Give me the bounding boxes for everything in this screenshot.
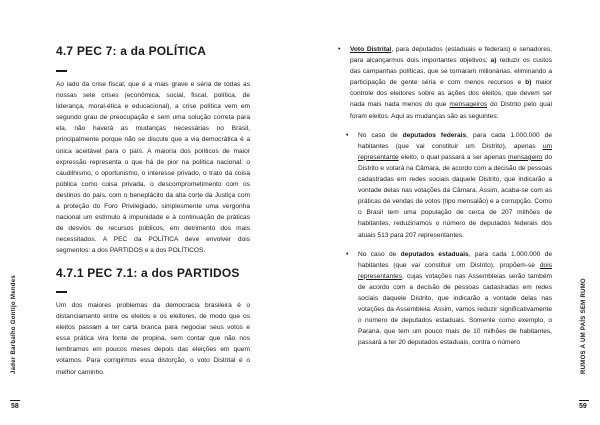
list-marker: a): [490, 57, 497, 65]
bullet-text: , para cada 1.000.000 de habitantes (que vai constituir um Distrito), apenas: [358, 131, 553, 150]
bullet-icon: •: [338, 46, 341, 53]
page-number-rule: [10, 400, 20, 401]
right-column: [338, 44, 552, 348]
book-running-head: RUMOS A UM PAÍS SEM RUMO: [581, 278, 587, 374]
bullet-voto-distrital: [338, 44, 552, 122]
author-running-head: Jader Barbalho Gontijo Mendes: [11, 274, 17, 374]
term-voto-distrital: Voto Distrital: [350, 46, 392, 53]
section-body-pec7: Ao lado da crise fiscal, que é a mais grave e séria de todas as nossas sete crises (econômica, social, fiscal, política, de liderança, moral-ética e educacional), a crise política vem em segundo grau de preocupação e sem uma solução correta para ela, não haverá as mudanças necessárias no Brasil, principalmente porque não se discute que a via democrática é a única aceitável para o país. A maioria dos políticos de maior expressão representa o que há de pior na política nacional: o caudilhismo, o oportunismo, o interesse privado, o trato da coisa pública como coisa privada, o descomprometimento com os destinos do país, com o beneplácito da alta corte da Justiça com a proteção do Foro Privilegiado, simplesmente uma vergonha nacional um estímulo à impunidade e à continuação de práticas de desvios de recursos públicos, em detrimento dos mais necessitados. A PEC da POLÍTICA deve envolver dois segmentos: a dos PARTIDOS e a dos POLÍTICOS.: [56, 81, 250, 255]
heading-rule: [56, 70, 67, 72]
bullet-text: , para cada 1.000.000 de habitantes (que vai constituir um Distrito), propõem-se: [358, 250, 553, 269]
term-deputados-estaduais: deputados estaduais: [400, 250, 469, 258]
section-heading-pec71: 4.7.1 PEC 7.1: a dos PARTIDOS: [56, 266, 240, 280]
subbullet-deputados-estaduais: [338, 249, 552, 349]
bullet-text: reduzir os custos das campanhas políticas, que se tornaram milionárias, eliminando a participação de gente séria e com menos recursos e: [350, 57, 553, 87]
underlined-term: mensageiro: [508, 153, 543, 161]
bullet-icon: •: [346, 131, 349, 139]
section-heading-pec7: 4.7 PEC 7: a da POLÍTICA: [56, 44, 207, 58]
page-number: 59: [579, 403, 587, 410]
page-number: 58: [11, 403, 19, 410]
right-page: [300, 0, 600, 425]
bullet-text: eleito, o qual passará a ser apenas: [398, 153, 508, 161]
list-marker: b): [525, 79, 532, 87]
bullet-text: do Distrito pelo qual foram eleitos. Aqui as mudanças são as seguintes:: [350, 101, 552, 120]
bullet-text: maior controle dos eleitores sobre as ações dos eleitos, que devem ser nada mais nada menos do que: [350, 79, 552, 109]
subbullet-deputados-federais: [338, 130, 552, 241]
underlined-term: um representante: [358, 142, 552, 161]
bullet-text: No caso de: [358, 250, 401, 258]
term-deputados-federais: deputados federais: [402, 131, 467, 139]
underlined-term: dois representantes: [358, 261, 552, 280]
bullet-text: , cujas votações nas Assembleias serão também de acordo com a decisão de pessoas cadastradas em redes sociais daquele Distrito, que indicarão a vontade delas nas votações da Assembleia. Assim, vamos reduzir significativamente o número de deputados estaduais. Somente como exemplo, o Paraná, que tem um pouco mais de 10 milhões de habitantes, passará a ter 20 deputados estaduais, contra o número: [358, 272, 552, 347]
bullet-text: , para deputados (estaduais e federais) e senadores, para alcançarmos dois importantes objetivos:: [350, 46, 552, 65]
bullet-text: No caso de: [358, 131, 403, 139]
underlined-term: mensageiros: [449, 101, 488, 109]
page-number-rule: [579, 400, 589, 401]
section-body-pec71: Um dos maiores problemas da democracia brasileira é o distanciamento entre os eleitos e os eleitores, de modo que os eleitos passam a ter carta branca para negociar seus votos e essa prática vira fonte de propina, sem contar que não nos lembramos em poucos meses depois das eleições em quem votamos. Para corrigirmos essa distorção, o voto Distrital é o melhor caminho.: [56, 302, 250, 376]
bullet-icon: •: [346, 250, 349, 258]
heading-rule: [56, 291, 67, 293]
bullet-text: do Distrito e votará na Câmara, de acordo com a decisão de pessoas cadastradas em redes sociais daquele Distrito, que indicarão a vontade delas nas votações da Câmara. Assim, acaba-se com as práticas de vendas de votos (tipo mensalão) e a corrupção. Como o Brasil tem uma população de cerca de 207 milhões de habitantes, reduziríamos o número de deputados federais dos atuais 513 para 207 representantes.: [358, 153, 552, 239]
